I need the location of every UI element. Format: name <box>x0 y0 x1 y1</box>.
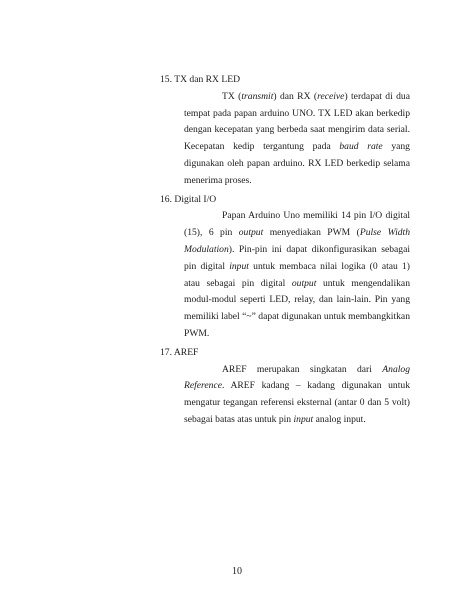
italic-term: output <box>291 277 317 289</box>
italic-term: receive <box>317 90 345 102</box>
page-body <box>160 72 410 429</box>
section-tx-rx-led <box>160 72 410 190</box>
italic-term: Analog Reference <box>184 363 410 392</box>
section-paragraph: AREF merupakan singkatan dari Analog Reference. AREF kadang – kadang digunakan untuk mengatur tegangan referensi eksternal (antar 0 dan 5 volt) sebagai batas atas untuk pin input analog input. <box>184 363 410 425</box>
section-digital-io <box>160 192 410 343</box>
italic-term: Pulse Width Modulation <box>184 227 410 255</box>
italic-term: transmit <box>241 90 274 102</box>
italic-term: input <box>293 413 314 425</box>
section-paragraph: Papan Arduino Uno memiliki 14 pin I/O digital (15), 6 pin output menyediakan PWM (Pulse Width Modulation). Pin-pin ini dapat dikonfigurasikan sebagai pin digital input untuk membaca nilai logika (0 atau 1) atau sebagai pin digital output untuk mengendalikan modul-modul seperti LED, relay, dan lain-lain. Pin yang memiliki label “~” dapat digunakan untuk membangkitkan PWM. <box>184 210 411 339</box>
italic-term: output <box>238 227 264 239</box>
section-heading: 17. AREF <box>160 346 199 358</box>
page-number: 10 <box>232 566 242 577</box>
section-heading: 16. Digital I/O <box>160 193 217 205</box>
section-heading: 15. TX dan RX LED <box>160 74 241 85</box>
section-paragraph: TX (transmit) dan RX (receive) terdapat di dua tempat pada papan arduino UNO. TX LED akan berkedip dengan kecepatan yang berbeda saat mengirim data serial. Kecepatan kedip tergantung pada baud rate yang digunakan oleh papan arduino. RX LED berkedip selama menerima proses. <box>184 90 410 186</box>
italic-term: baud rate <box>339 141 383 153</box>
italic-term: input <box>229 260 249 272</box>
section-aref <box>160 345 410 429</box>
